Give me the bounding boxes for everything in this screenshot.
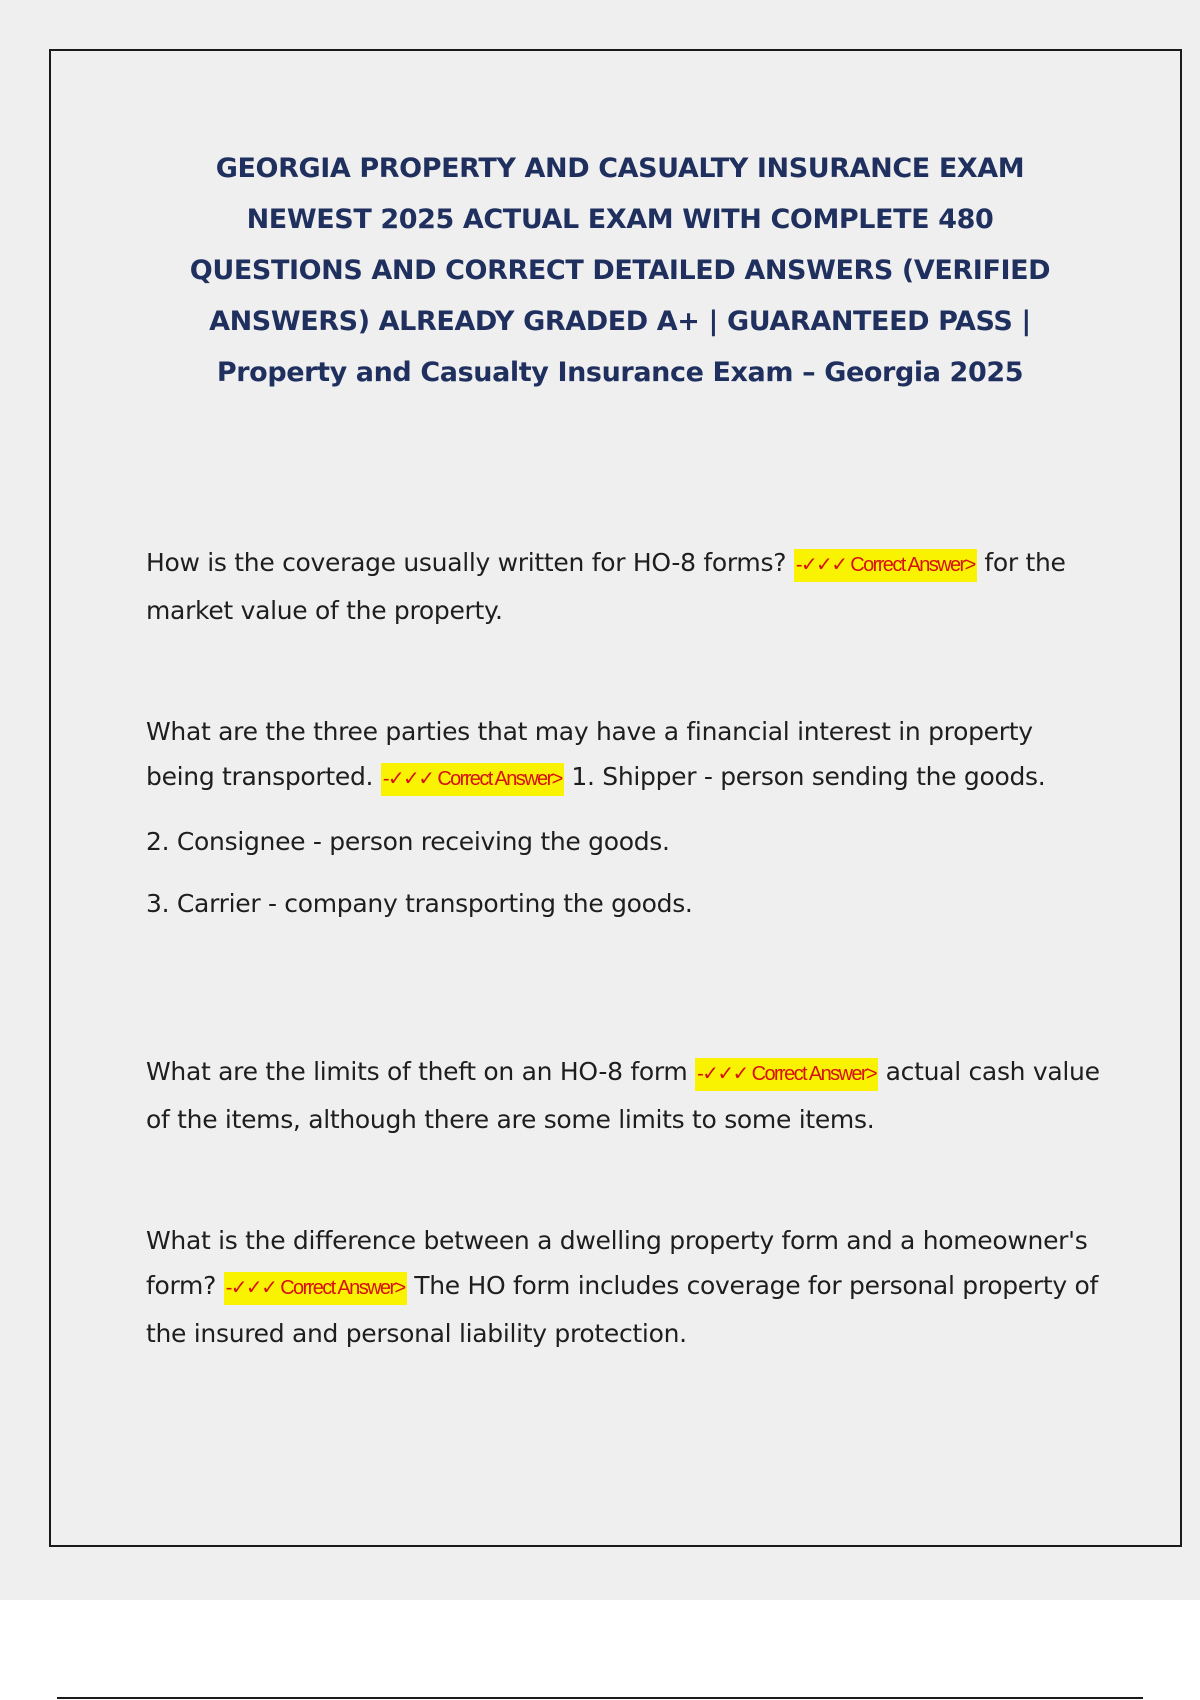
title-line: ANSWERS) ALREADY GRADED A+ | GUARANTEED PASS |	[209, 306, 1031, 337]
qa-paragraph	[146, 540, 1106, 633]
answer-text: for the market value of the property.	[146, 548, 1066, 625]
question-text: What are the limits of theft on an HO-8 form	[146, 1057, 696, 1086]
question-text: What are the three parties that may have a financial interest in property being transported.	[146, 717, 1033, 791]
qa-item	[146, 540, 1106, 633]
qa-paragraph	[146, 1218, 1106, 1356]
document-title	[120, 143, 1120, 398]
correct-answer-tag: -✓✓✓ Correct Answer>	[695, 1058, 878, 1091]
answer-text: 1. Shipper - person sending the goods.	[563, 762, 1046, 791]
qa-item	[146, 1049, 1106, 1142]
title-line: GEORGIA PROPERTY AND CASUALTY INSURANCE EXAM	[215, 153, 1025, 184]
question-text: How is the coverage usually written for HO-8 forms?	[146, 548, 794, 577]
qa-paragraph	[146, 1049, 1106, 1142]
title-line: Property and Casualty Insurance Exam – Georgia 2025	[216, 357, 1024, 388]
answer-continuation: 2. Consignee - person receiving the goods.	[146, 827, 670, 856]
answer-text: actual cash value of the items, although there are some limits to some items.	[146, 1057, 1100, 1134]
qa-item	[146, 709, 1106, 926]
qa-item	[146, 1218, 1106, 1356]
answer-continuation: 3. Carrier - company transporting the goods.	[146, 889, 693, 918]
correct-answer-tag: -✓✓✓ Correct Answer>	[381, 763, 564, 796]
title-line: NEWEST 2025 ACTUAL EXAM WITH COMPLETE 480	[246, 204, 994, 235]
correct-answer-tag: -✓✓✓ Correct Answer>	[224, 1272, 407, 1305]
footer-divider	[57, 1697, 1143, 1699]
qa-paragraph	[146, 709, 1106, 802]
answer-text: The HO form includes coverage for personal property of the insured and personal liability protection.	[146, 1271, 1099, 1348]
question-text: What is the difference between a dwelling property form and a homeowner's form?	[146, 1226, 1088, 1300]
title-line: QUESTIONS AND CORRECT DETAILED ANSWERS (VERIFIED	[189, 255, 1051, 286]
correct-answer-tag: -✓✓✓ Correct Answer>	[794, 549, 977, 582]
